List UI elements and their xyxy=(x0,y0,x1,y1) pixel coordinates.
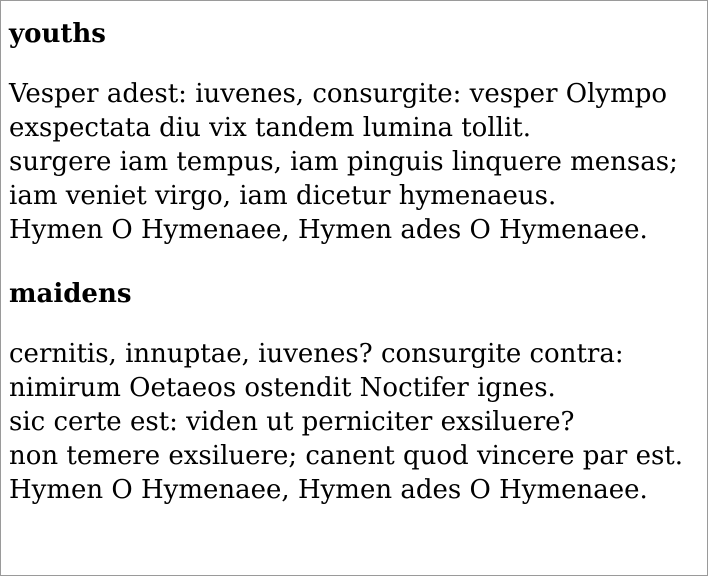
speaker-heading-youths: youths xyxy=(9,19,106,49)
verse-line: surgere iam tempus, iam pinguis linquere mensas; xyxy=(9,147,678,177)
maidens-section xyxy=(9,278,699,507)
verse-line: Vesper adest: iuvenes, consurgite: vesper Olympo xyxy=(9,79,668,109)
verse-line: nimirum Oetaeos ostendit Noctifer ignes. xyxy=(9,373,556,403)
youths-stanza xyxy=(9,50,699,247)
verse-line: non temere exsiluere; canent quod vincere par est. xyxy=(9,441,684,471)
maidens-stanza xyxy=(9,310,699,507)
verse-line: exspectata diu vix tandem lumina tollit. xyxy=(9,113,531,143)
youths-section xyxy=(9,1,699,247)
refrain-line: Hymen O Hymenaee, Hymen ades O Hymenaee. xyxy=(9,475,648,505)
verse-line: cernitis, innuptae, iuvenes? consurgite contra: xyxy=(9,339,624,369)
verse-line: iam veniet virgo, iam dicetur hymenaeus. xyxy=(9,181,557,211)
speaker-heading-maidens: maidens xyxy=(9,279,132,309)
verse-line: sic certe est: viden ut perniciter exsiluere? xyxy=(9,407,575,437)
refrain-line: Hymen O Hymenaee, Hymen ades O Hymenaee. xyxy=(9,215,648,245)
